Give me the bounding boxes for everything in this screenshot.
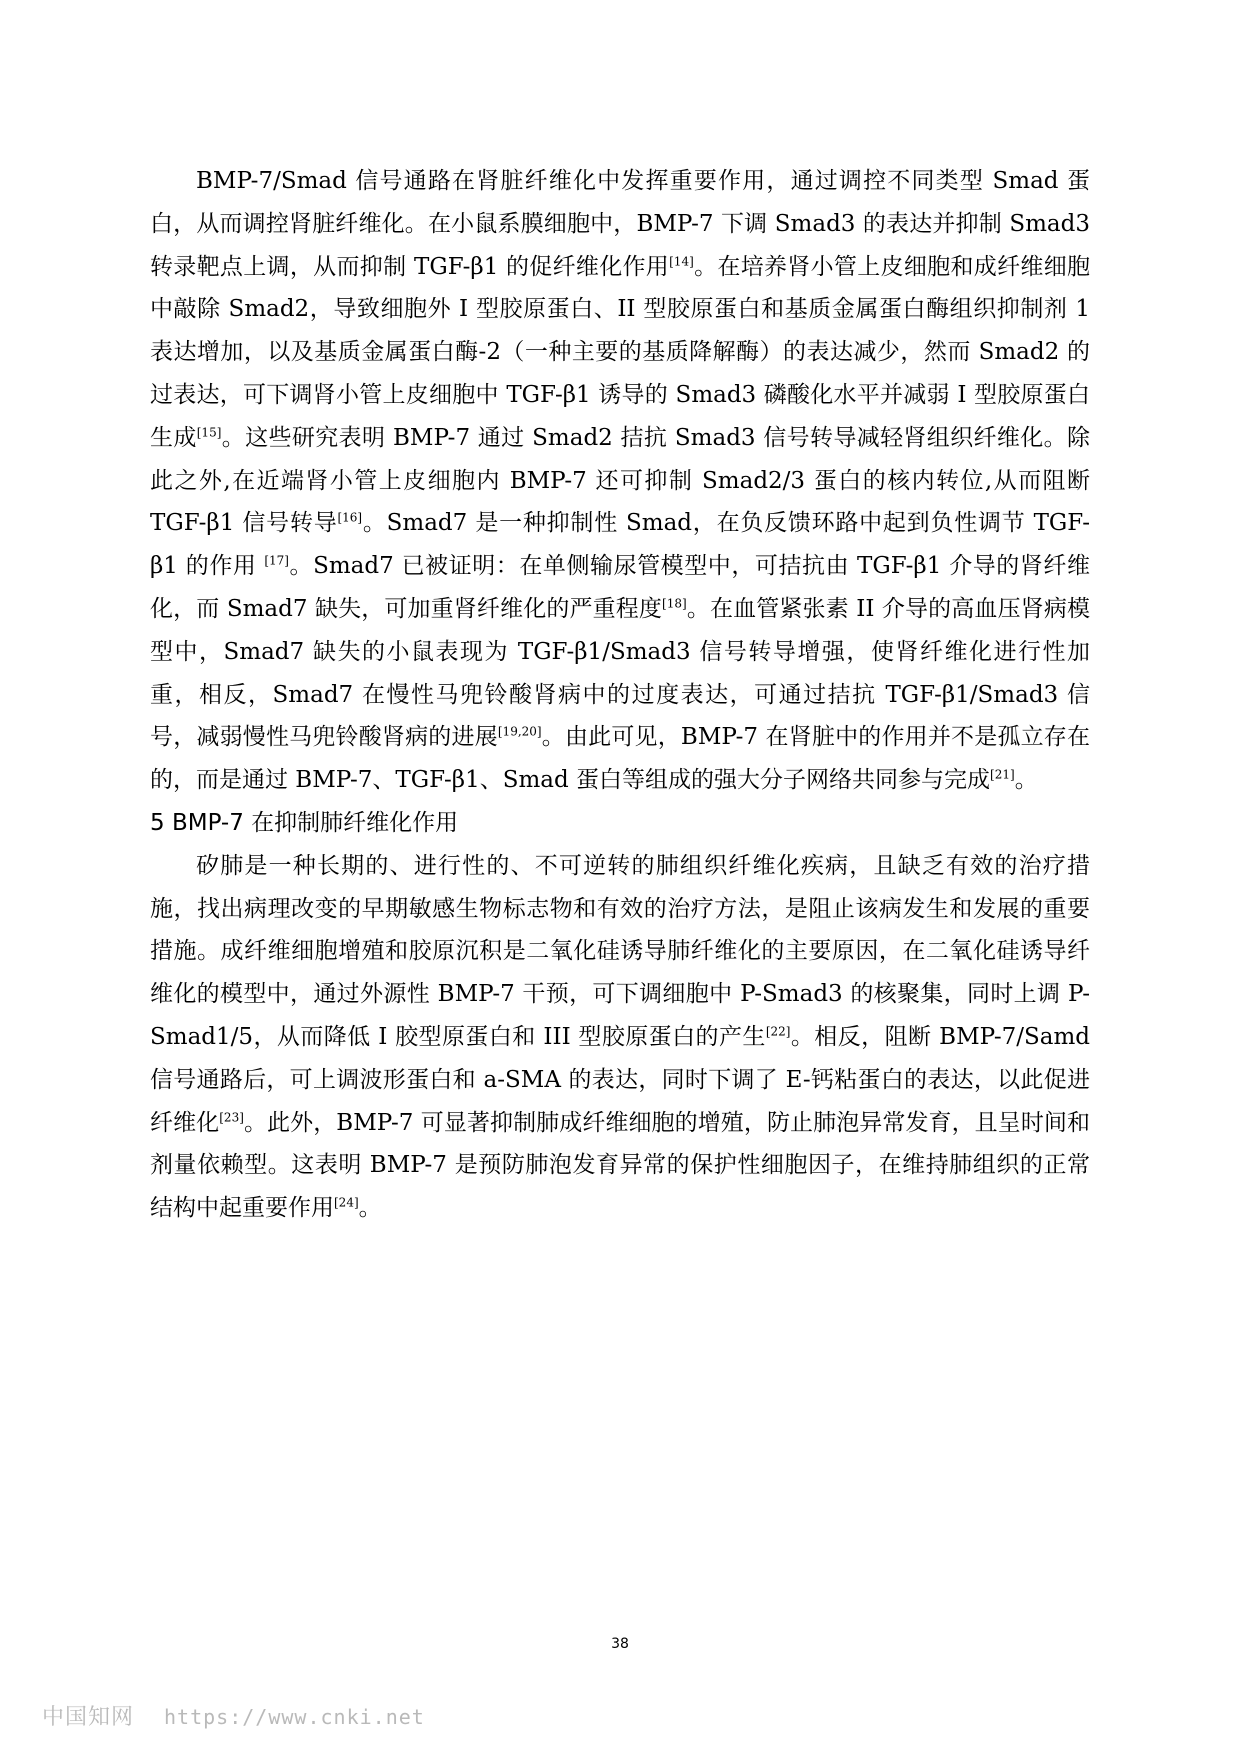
citation-18: [18] bbox=[662, 596, 687, 611]
text-run: 。相反，阻断 BMP-7/Samd 信号通路后，可上调波形蛋白和 a-SMA 的表达，同时下调了 E-钙粘蛋白的表达，以此促进纤维化 bbox=[150, 1023, 1090, 1136]
text-run: 。 bbox=[358, 1195, 382, 1222]
section-heading: 5 BMP-7 在抑制肺纤维化作用 bbox=[150, 809, 459, 836]
citation-19-20: [19,20] bbox=[497, 724, 542, 739]
footer-url: https://www.cnki.net bbox=[164, 1705, 425, 1729]
citation-17: [17] bbox=[264, 553, 289, 568]
citation-23: [23] bbox=[219, 1109, 244, 1124]
citation-22: [22] bbox=[765, 1024, 791, 1039]
text-run: 。Smad7 已被证明：在单侧输尿管模型中，可拮抗由 TGF-β1 介导的肾纤维化，而 Smad7 缺失，可加重肾纤维化的严重程度 bbox=[150, 553, 1090, 622]
citation-15: [15] bbox=[196, 425, 222, 440]
text-run: 矽肺是一种长期的、进行性的、不可逆转的肺组织纤维化疾病，且缺乏有效的治疗措施，找出病理改变的早期敏感生物标志物和有效的治疗方法，是阻止该病发生和发展的重要措施。成纤维细胞增殖和胶原沉积是二氧化硅诱导肺纤维化的主要原因，在二氧化硅诱导纤维化的模型中，通过外源性 BMP-7 干预，可下调细胞中 P-Smad3 的核聚集，同时上调 P-Smad1/5，从而降低 I 胶型原蛋白和 III 型胶原蛋白的产生 bbox=[150, 852, 1090, 1050]
citation-21: [21] bbox=[990, 767, 1015, 782]
text-run: 。在培养肾小管上皮细胞和成纤维细胞中敲除 Smad2，导致细胞外 I 型胶原蛋白、II 型胶原蛋白和基质金属蛋白酶组织抑制剂 1 表达增加，以及基质金属蛋白酶-2（一种主要的基质降解酶）的表达减少，然而 Smad2 的过表达，可下调肾小管上皮细胞中 TGF-β1 诱导的 Smad3 磷酸化水平并减弱 I 型胶原蛋白生成 bbox=[150, 253, 1090, 451]
page-number: 38 bbox=[611, 1636, 629, 1652]
document-body bbox=[150, 160, 1090, 1230]
footer-watermark bbox=[42, 1700, 425, 1731]
citation-16: [16] bbox=[337, 510, 363, 525]
text-run: 。 bbox=[1014, 767, 1038, 794]
text-run: BMP-7/Smad 信号通路在肾脏纤维化中发挥重要作用，通过调控不同类型 Smad 蛋白，从而调控肾脏纤维化。在小鼠系膜细胞中，BMP-7 下调 Smad3 的表达并抑制 Smad3 转录靶点上调，从而抑制 TGF-β1 的促纤维化作用 bbox=[150, 168, 1090, 280]
text-run: 。在血管紧张素 II 介导的高血压肾病模型中，Smad7 缺失的小鼠表现为 TGF-β1/Smad3 信号转导增强，使肾纤维化进行性加重，相反，Smad7 在慢性马兜铃酸肾病中的过度表达，可通过拮抗 TGF-β1/Smad3 信号，减弱慢性马兜铃酸肾病的进展 bbox=[150, 595, 1090, 751]
paragraph-bmp7-smad-kidney bbox=[150, 160, 1090, 802]
text-run: 。Smad7 是一种抑制性 Smad，在负反馈环路中起到负性调节 TGF-β1 的作用 bbox=[150, 510, 1090, 580]
citation-14: [14] bbox=[669, 253, 694, 268]
paragraph-bmp7-lung-fibrosis bbox=[150, 845, 1090, 1230]
text-run: 。这些研究表明 BMP-7 通过 Smad2 拮抗 Smad3 信号转导减轻肾组织纤维化。除此之外,在近端肾小管上皮细胞内 BMP-7 还可抑制 Smad2/3 蛋白的核内转位,从而阻断 TGF-β1 信号转导 bbox=[150, 424, 1091, 537]
text-run: 。由此可见，BMP-7 在肾脏中的作用并不是孤立存在的，而是通过 BMP-7、TGF-β1、Smad 蛋白等组成的强大分子网络共同参与完成 bbox=[150, 724, 1090, 794]
citation-24: [24] bbox=[334, 1195, 359, 1210]
text-run: 。此外，BMP-7 可显著抑制肺成纤维细胞的增殖，防止肺泡异常发育，且呈时间和剂量依赖型。这表明 BMP-7 是预防肺泡发育异常的保护性细胞因子，在维持肺组织的正常结构中起重要作用 bbox=[150, 1109, 1091, 1222]
footer-site-name: 中国知网 bbox=[42, 1705, 135, 1730]
